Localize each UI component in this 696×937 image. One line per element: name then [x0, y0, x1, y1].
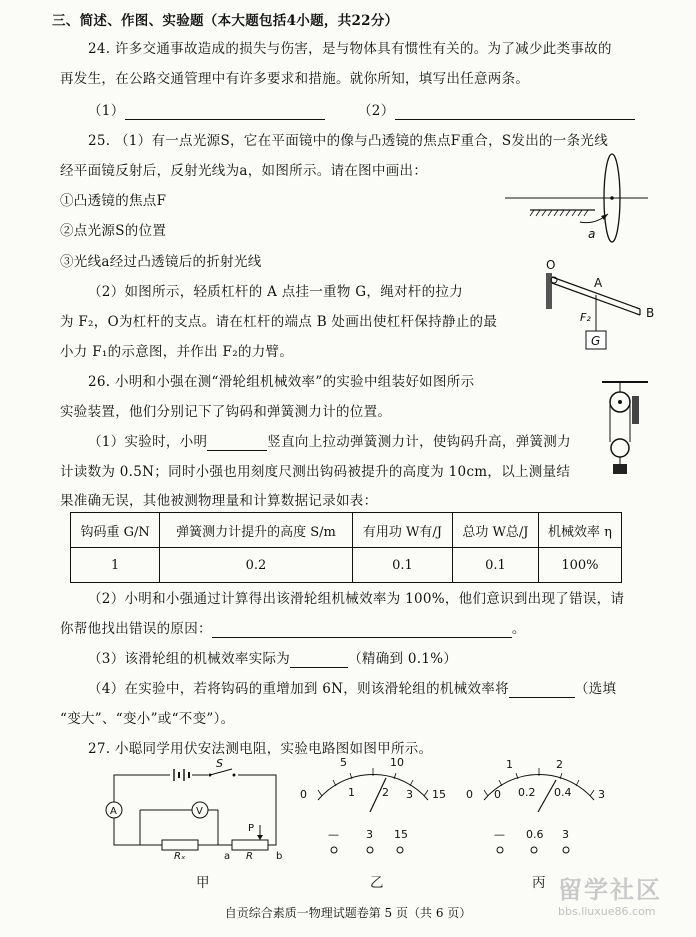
- voltmeter-bottom-tick: 2: [382, 786, 389, 799]
- lever-label-G: G: [591, 334, 601, 348]
- q24-line2: 再发生，在公路交通管理中有许多要求和措施。就你所知，填写出任意两条。: [60, 71, 530, 87]
- q25-line2: 经平面镜反射后，反射光线为a，如图所示。请在图中画出：: [60, 163, 428, 179]
- q25-line1: 25. （1）有一点光源S，它在平面镜中的像与凸透镜的焦点F重合，S发出的一条光线: [88, 133, 609, 149]
- q26-p1-b: 竖直向上拉动弹簧测力计，使钩码升高，弹簧测力: [267, 434, 571, 450]
- fig-label-yi: 乙: [370, 875, 384, 891]
- voltmeter-bottom-tick: 0: [300, 788, 307, 801]
- q26-p4-b: （选填: [574, 681, 617, 697]
- section-title: 三、简述、作图、实验题（本大题包括4小题，共22分）: [52, 13, 399, 29]
- voltmeter-bottom-tick: 1: [348, 786, 355, 799]
- ammeter-post[interactable]: [497, 847, 503, 853]
- q26-p2-line2-wrap: [60, 620, 526, 638]
- q26-blank-method[interactable]: [207, 436, 267, 451]
- q26-p1-a: （1）实验时，小明: [88, 434, 208, 450]
- q26-blank-change[interactable]: [509, 683, 575, 698]
- q26-blank-efficiency[interactable]: [290, 653, 348, 668]
- q24-blank2[interactable]: [395, 105, 635, 120]
- table-header: 总功 W总/J: [453, 513, 539, 548]
- ammeter-post[interactable]: [563, 847, 569, 853]
- q26-p1: [88, 433, 571, 451]
- q24-blank2-label: （2）: [358, 103, 395, 119]
- voltmeter-terminal: —: [328, 828, 339, 841]
- label-A: A: [110, 806, 117, 817]
- q25-p2-line3: 小力 F₁的示意图，并作出 F₂的力臂。: [60, 344, 294, 360]
- table-cell: 1: [71, 548, 160, 583]
- voltmeter-terminal: 3: [366, 828, 373, 841]
- lens-mirror-figure: [500, 150, 650, 250]
- q24-answer-1: [88, 102, 325, 120]
- fig-label-bing: 丙: [532, 875, 546, 891]
- voltmeter-top-tick: 10: [390, 756, 404, 769]
- ammeter-dial: [462, 758, 622, 868]
- q26-p4: [88, 680, 616, 698]
- q26-p4-a: （4）在实验中，若将钩码的重增加到 6N，则该滑轮组的机械效率将: [88, 681, 509, 697]
- voltmeter-bottom-tick: 3: [406, 788, 413, 801]
- watermark-url: bbs.liuxue86.com: [558, 905, 656, 918]
- rheostat-R: [232, 840, 268, 850]
- mirror-hatching: [530, 210, 588, 216]
- table-cell: 100%: [538, 548, 621, 583]
- table-row: [71, 548, 622, 583]
- table-header: 钩码重 G/N: [71, 513, 160, 548]
- lens-center-dot: [610, 196, 614, 200]
- voltmeter-post[interactable]: [367, 847, 373, 853]
- ammeter-bottom-tick: 3: [598, 788, 605, 801]
- ammeter-top-tick: 2: [556, 758, 563, 771]
- ray-label-a: a: [588, 227, 596, 241]
- table-cell: 0.1: [352, 548, 452, 583]
- watermark-logo: 留学社区: [558, 876, 662, 904]
- ammeter-bottom-tick: 0.2: [518, 786, 536, 799]
- lever-label-O: O: [546, 258, 556, 272]
- q26-p2-line1: （2）小明和小强通过计算得出该滑轮组机械效率为 100%，他们意识到出现了错误，请: [88, 591, 625, 607]
- ammeter-bottom-tick: 0: [466, 788, 473, 801]
- table-header: 机械效率 η: [538, 513, 621, 548]
- q26-p1-line2: 计读数为 0.5N；同时小强也用刻度尺测出钩码被提升的高度为 10cm，以上测量结: [60, 464, 571, 480]
- q24-answer-2: [358, 102, 635, 120]
- q26-line2: 实验装置，他们分别记下了钩码和弹簧测力计的位置。: [60, 404, 392, 420]
- label-b: b: [276, 851, 283, 862]
- lever-label-A: A: [594, 276, 603, 290]
- q27-line1: 27. 小聪同学用伏安法测电阻，实验电路图如图甲所示。: [88, 741, 433, 757]
- ammeter-terminal: —: [494, 828, 505, 841]
- q25-item1: ①凸透镜的焦点F: [60, 193, 167, 209]
- ammeter-terminal: 0.6: [526, 828, 544, 841]
- table-cell: 0.2: [160, 548, 352, 583]
- label-a: a: [224, 851, 231, 862]
- lever-figure: [540, 255, 680, 355]
- voltmeter-terminal: 15: [394, 828, 408, 841]
- spring-scale: [632, 396, 639, 424]
- label-P: P: [248, 823, 255, 834]
- pulley-figure: [600, 378, 660, 478]
- q26-p2-line2: 你帮他找出错误的原因：: [60, 621, 212, 637]
- q24-line1: 24. 许多交通事故造成的损失与伤害，是与物体具有惯性有关的。为了减少此类事故的: [88, 41, 612, 57]
- q25-p2-line1: （2）如图所示，轻质杠杆的 A 点挂一重物 G，绳对杆的拉力: [88, 284, 463, 300]
- q25-item2: ②点光源S的位置: [60, 223, 167, 239]
- q26-p3-a: （3）该滑轮组的机械效率实际为: [88, 651, 291, 667]
- voltmeter-dial: [296, 758, 456, 868]
- ammeter-extra-tick: 0: [494, 788, 501, 801]
- ammeter-bottom-tick: 0.4: [554, 786, 572, 799]
- q26-p2-end: 。: [511, 621, 526, 637]
- q26-blank-reason[interactable]: [212, 623, 512, 638]
- q26-p1-line3: 果准确无误，其他被测物理量和计算数据记录如表：: [60, 493, 378, 509]
- table-header: 有用功 W有/J: [352, 513, 452, 548]
- circuit-diagram: [100, 757, 290, 862]
- voltmeter-bottom-tick: 15: [432, 788, 446, 801]
- q25-p2-line2: 为 F₂，O为杠杆的支点。请在杠杆的端点 B 处画出使杠杆保持静止的最: [60, 314, 498, 330]
- label-Rx: Rₓ: [174, 851, 186, 862]
- lever-label-B: B: [646, 306, 655, 320]
- voltmeter-post[interactable]: [331, 847, 337, 853]
- q26-line1: 26. 小明和小强在测“滑轮组机械效率”的实验中组装好如图所示: [88, 374, 475, 390]
- resistor-Rx: [162, 840, 198, 850]
- movable-pulley: [611, 439, 629, 457]
- hook-weight: [613, 464, 627, 474]
- q24-blank1[interactable]: [125, 105, 325, 120]
- ammeter-post[interactable]: [531, 847, 537, 853]
- label-V: V: [196, 806, 203, 817]
- q24-blank1-label: （1）: [88, 103, 125, 119]
- table-cell: 0.1: [453, 548, 539, 583]
- voltmeter-post[interactable]: [397, 847, 403, 853]
- q26-p3: [88, 650, 457, 668]
- label-R: R: [246, 851, 253, 862]
- ammeter-top-tick: 1: [506, 758, 513, 771]
- q25-item3: ③光线a经过凸透镜后的折射光线: [60, 254, 262, 270]
- q26-p4-line2: “变大”、“变小”或“不变”）。: [60, 711, 235, 727]
- page-footer: 自贡综合素质一物理试题卷第 5 页（共 6 页）: [224, 906, 472, 920]
- q26-p3-b: （精确到 0.1%）: [348, 651, 458, 667]
- table-header-row: [71, 513, 622, 548]
- label-S: S: [216, 757, 223, 770]
- data-table: [70, 512, 622, 583]
- ammeter-terminal: 3: [562, 828, 569, 841]
- lever-label-F2: F₂: [580, 311, 591, 324]
- fig-label-jia: 甲: [196, 875, 210, 891]
- voltmeter-top-tick: 5: [340, 756, 347, 769]
- table-header: 弹簧测力计提升的高度 S/m: [160, 513, 352, 548]
